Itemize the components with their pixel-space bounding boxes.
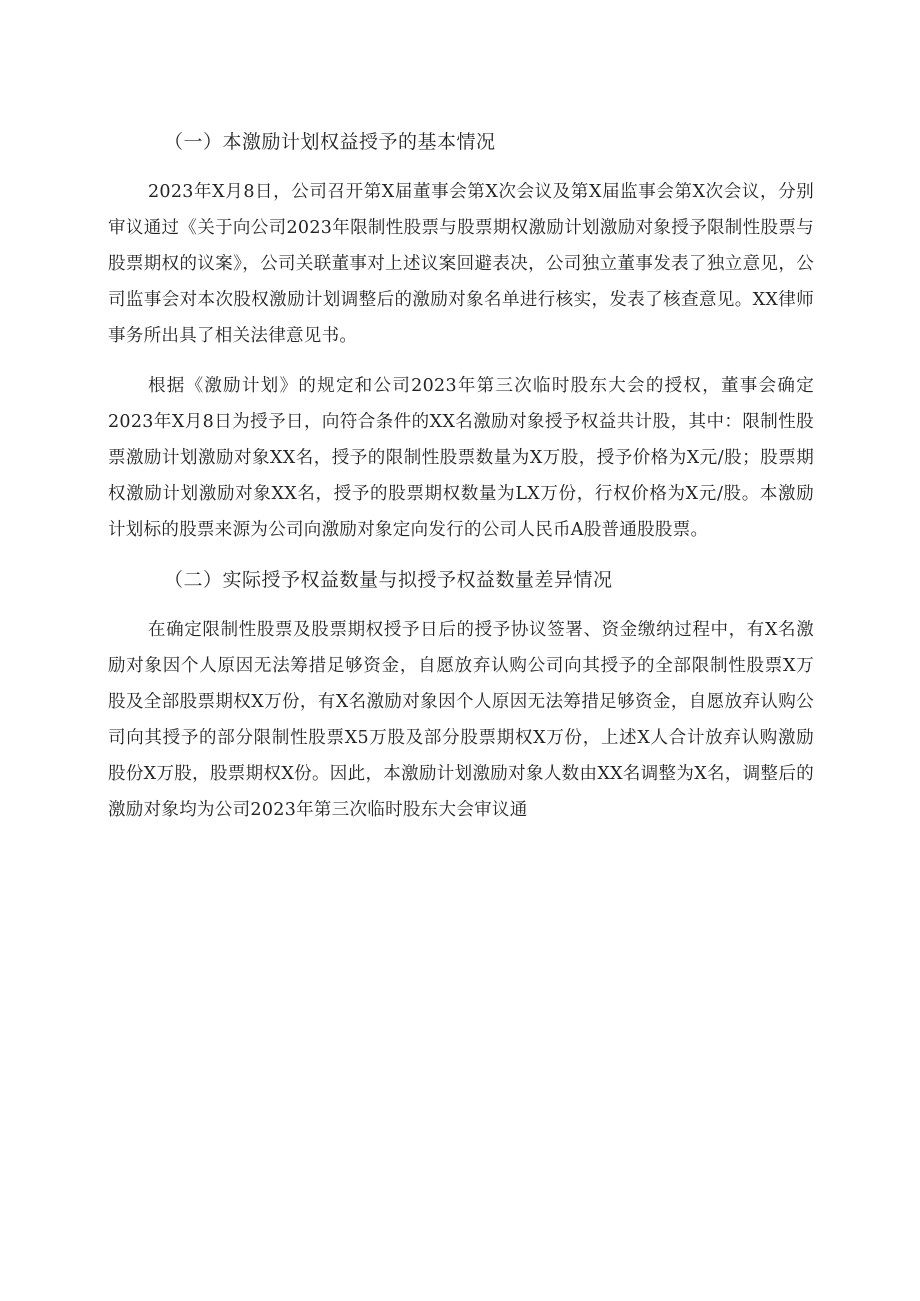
section-1-heading: （一）本激励计划权益授予的基本情况: [164, 131, 496, 153]
section-quantity-difference: [108, 562, 814, 828]
section-1-paragraph-2: 根据《激励计划》的规定和公司2023年第三次临时股东大会的授权，董事会确定2023年X月8日为授予日，向符合条件的XX名激励对象授予权益共计股，其中：限制性股票激励计划激励对象XX名，授予的限制性股票数量为X万股，授予价格为X元/股；股票期权激励计划激励对象XX名，授予的股票期权数量为LX万份，行权价格为X元/股。本激励计划标的股票来源为公司向激励对象定向发行的公司人民币A股普通股股票。: [108, 376, 814, 540]
section-1-paragraph-1: 2023年X月8日，公司召开第X届董事会第X次会议及第X届监事会第X次会议，分别审议通过《关于向公司2023年限制性股票与股票期权激励计划激励对象授予限制性股票与股票期权的议案》，公司关联董事对上述议案回避表决，公司独立董事发表了独立意见，公司监事会对本次股权激励计划调整后的激励对象名单进行核实，发表了核查意见。XX律师事务所出具了相关法律意见书。: [108, 182, 814, 346]
document-page: [108, 124, 814, 828]
section-2-paragraph-1: 在确定限制性股票及股票期权授予日后的授予协议签署、资金缴纳过程中，有X名激励对象因个人原因无法筹措足够资金，自愿放弃认购公司向其授予的全部限制性股票X万股及全部股票期权X万份，有X名激励对象因个人原因无法筹措足够资金，自愿放弃认购公司向其授予的部分限制性股票X5万股及部分股票期权X万份，上述X人合计放弃认购激励股份X万股，股票期权X份。因此，本激励计划激励对象人数由XX名调整为X名，调整后的激励对象均为公司2023年第三次临时股东大会审议通: [108, 620, 814, 820]
section-basic-info: [108, 124, 814, 548]
section-2-heading: （二）实际授予权益数量与拟授予权益数量差异情况: [164, 569, 613, 591]
